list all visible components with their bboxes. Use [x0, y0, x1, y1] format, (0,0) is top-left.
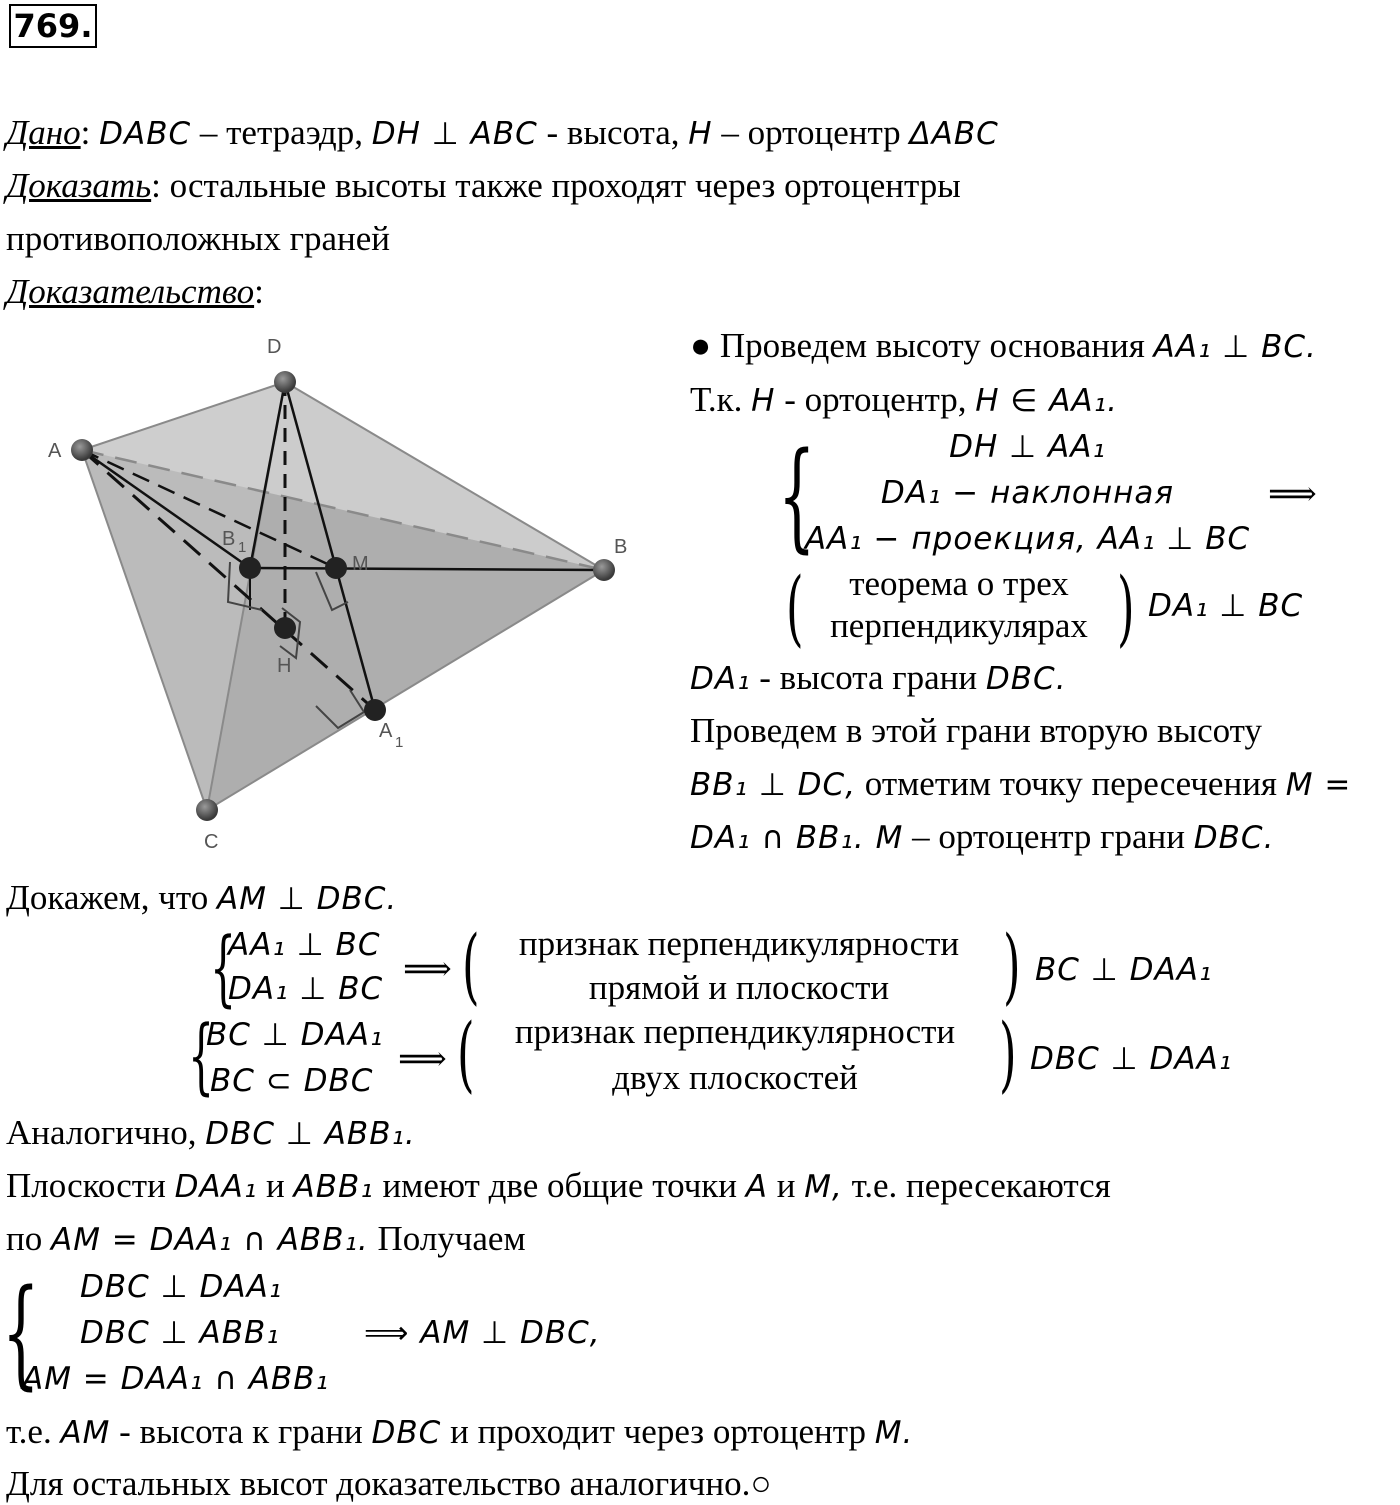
point-b: [593, 559, 615, 581]
point-d: [274, 371, 296, 393]
s3-result: ⟹ AM ⊥ DBC,: [364, 1315, 601, 1351]
label-d: D: [267, 336, 282, 358]
prove-line-2: противоположных граней: [6, 219, 391, 258]
label-m: M: [352, 553, 369, 575]
bottom-prove-line: Докажем, что AM ⊥ DBC.: [6, 878, 398, 917]
s2-implies: ⟹: [398, 1041, 447, 1078]
right-line-intersection: DA₁ ∩ BB₁. M – ортоцентр грани DBC.: [690, 817, 1275, 856]
prove-label: Доказать: [6, 166, 152, 205]
theorem-result: DA₁ ⊥ BC: [1148, 588, 1304, 624]
s2-result: DBC ⊥ DAA₁: [1030, 1041, 1233, 1077]
paren-s1-left: (: [462, 919, 480, 1014]
s1-result: BC ⊥ DAA₁: [1035, 952, 1213, 988]
label-b: B: [614, 536, 628, 558]
sys1-b: DA₁ − наклонная: [880, 475, 1175, 511]
problem-number: 769.: [9, 4, 97, 48]
given-label: Дано: [6, 113, 81, 152]
s1-implies: ⟹: [403, 951, 452, 988]
point-a: [71, 439, 93, 461]
tetrahedron-figure: [0, 320, 660, 860]
point-a1: [364, 699, 386, 721]
along-line: по AM = DAA₁ ∩ ABB₁. Получаем: [6, 1219, 526, 1258]
right-line-2: Т.к. H - ортоцентр, H ∈ AA₁.: [690, 380, 1118, 419]
s2-reason-1: признак перпендикулярности: [514, 1012, 956, 1051]
point-b1: [239, 557, 261, 579]
s1-reason-1: признак перпендикулярности: [518, 924, 960, 963]
point-c: [196, 799, 218, 821]
sys1-a: DH ⊥ AA₁: [949, 429, 1106, 465]
s3-a: DBC ⊥ DAA₁: [80, 1269, 283, 1305]
final-line: Для остальных высот доказательство аналогично.○: [6, 1464, 772, 1503]
paren-s2-right: ): [999, 1007, 1017, 1102]
label-h: H: [277, 655, 292, 677]
paren-s2-left: (: [457, 1007, 475, 1102]
label-b1: B: [222, 528, 236, 550]
brace-sys-2: {: [210, 921, 237, 1016]
s1-b: DA₁ ⊥ BC: [228, 971, 384, 1007]
given-line: Дано: DABC – тетраэдр, DH ⊥ ABC - высота, H – ортоцентр ΔABC: [6, 113, 999, 152]
s3-c: AM = DAA₁ ∩ ABB₁: [22, 1361, 329, 1397]
s2-b: BC ⊂ DBC: [210, 1063, 374, 1099]
paren-theorem-left: (: [786, 561, 804, 656]
point-h: [274, 617, 296, 639]
end-of-proof-mark: ○: [750, 1464, 772, 1503]
right-line-bb1: BB₁ ⊥ DC, отметим точку пересечения M =: [690, 764, 1352, 803]
s2-a: BC ⊥ DAA₁: [206, 1017, 384, 1053]
label-a1-sub: 1: [395, 734, 404, 751]
label-a1: A: [379, 720, 393, 742]
paren-s1-right: ): [1003, 919, 1021, 1014]
thus-line: т.е. AM - высота к грани DBC и проходит через ортоцентр M.: [6, 1412, 914, 1451]
right-line-da1: DA₁ - высота грани DBC.: [690, 658, 1067, 697]
brace-sys-1: {: [778, 426, 816, 564]
label-b1-sub: 1: [238, 539, 247, 556]
analog-line: Аналогично, DBC ⊥ ABB₁.: [6, 1113, 416, 1152]
theorem-line-1: теорема о трех: [849, 564, 1069, 603]
proof-label: Доказательство: [6, 272, 255, 311]
s3-b: DBC ⊥ ABB₁: [80, 1315, 280, 1351]
implies-1: ⟹: [1268, 476, 1317, 513]
brace-sys-3: {: [188, 1009, 215, 1104]
theorem-line-2: перпендикулярах: [830, 606, 1088, 645]
s1-reason-2: прямой и плоскости: [588, 968, 890, 1007]
label-c: C: [204, 831, 219, 853]
brace-sys-4: {: [2, 1263, 40, 1401]
paren-theorem-right: ): [1117, 561, 1135, 656]
s1-a: AA₁ ⊥ BC: [228, 927, 381, 963]
right-line-second: Проведем в этой грани вторую высоту: [690, 711, 1262, 750]
prove-line-1: Доказать: остальные высоты также проходят через ортоцентры: [6, 166, 961, 205]
planes-line: Плоскости DAA₁ и ABB₁ имеют две общие точки A и M, т.е. пересекаются: [6, 1166, 1111, 1205]
right-line-1: ● Проведем высоту основания AA₁ ⊥ BC.: [690, 326, 1317, 365]
sys1-c: AA₁ − проекция, AA₁ ⊥ BC: [804, 521, 1251, 557]
s2-reason-2: двух плоскостей: [612, 1058, 858, 1097]
proof-label-line: Доказательство:: [6, 272, 264, 311]
point-m: [325, 557, 347, 579]
label-a: A: [48, 440, 62, 462]
